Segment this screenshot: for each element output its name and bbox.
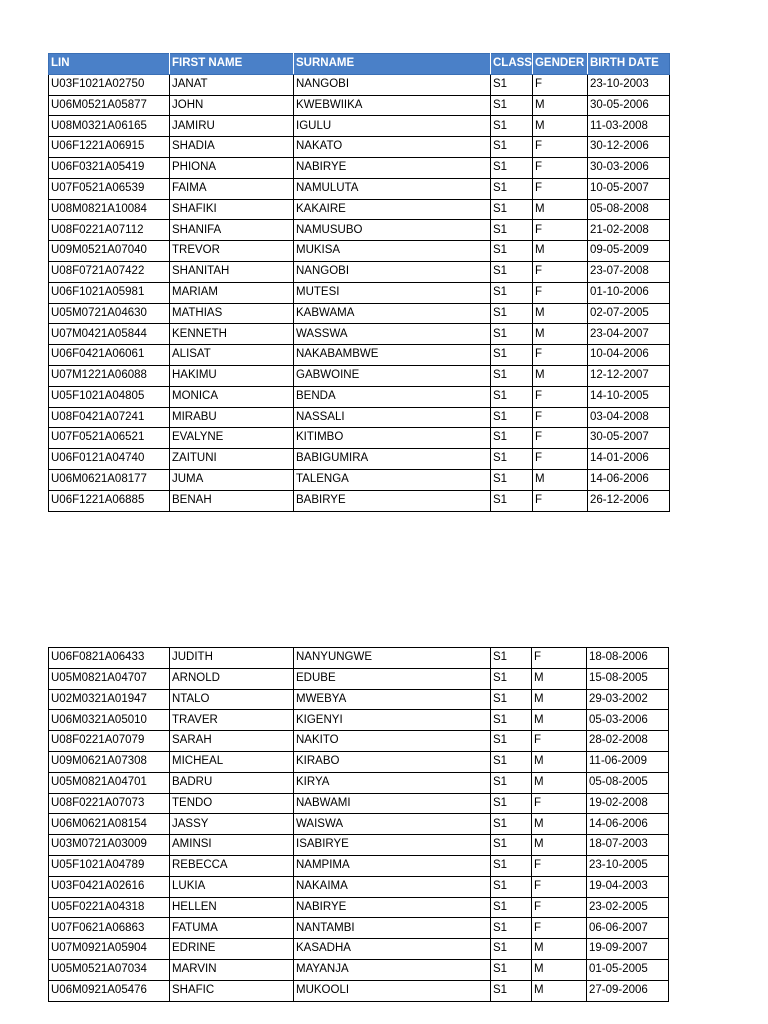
table-row xyxy=(49,345,670,366)
cell-gender: M xyxy=(532,241,587,262)
cell-gender: M xyxy=(532,751,587,772)
cell-gender: F xyxy=(532,178,587,199)
cell-gender: F xyxy=(532,386,587,407)
cell-surname: IGULU xyxy=(294,116,491,137)
table-row xyxy=(49,689,669,710)
cell-class: S1 xyxy=(491,95,533,116)
cell-surname: NAMULUTA xyxy=(294,178,491,199)
cell-class: S1 xyxy=(491,282,533,303)
cell-surname: NABIRYE xyxy=(294,157,491,178)
table-row xyxy=(49,74,670,95)
cell-surname: KABWAMA xyxy=(294,303,491,324)
table-row xyxy=(49,365,670,386)
table-row xyxy=(49,199,670,220)
cell-birth-date: 27-09-2006 xyxy=(587,980,669,1001)
cell-surname: WASSWA xyxy=(294,324,491,345)
header-gender: GENDER xyxy=(532,54,587,75)
cell-birth-date: 23-10-2005 xyxy=(587,855,669,876)
cell-gender: F xyxy=(532,793,587,814)
cell-class: S1 xyxy=(491,490,533,511)
student-table-1 xyxy=(48,53,670,512)
cell-first-name: SHAFIKI xyxy=(170,199,294,220)
cell-class: S1 xyxy=(491,772,532,793)
cell-lin: U08F0221A07079 xyxy=(49,731,170,752)
cell-lin: U03F1021A02750 xyxy=(49,74,170,95)
cell-lin: U06F1221A06915 xyxy=(49,137,170,158)
table-row xyxy=(49,469,670,490)
table-row xyxy=(49,959,669,980)
cell-class: S1 xyxy=(491,959,532,980)
cell-gender: M xyxy=(532,303,587,324)
cell-lin: U07M0921A05904 xyxy=(49,939,170,960)
cell-lin: U09M0521A07040 xyxy=(49,241,170,262)
cell-gender: M xyxy=(532,199,587,220)
cell-gender: M xyxy=(532,980,587,1001)
cell-lin: U08F0721A07422 xyxy=(49,261,170,282)
cell-first-name: TREVOR xyxy=(170,241,294,262)
cell-lin: U06M0321A05010 xyxy=(49,710,170,731)
cell-lin: U05F0221A04318 xyxy=(49,897,170,918)
cell-lin: U06F1021A05981 xyxy=(49,282,170,303)
cell-gender: F xyxy=(532,407,587,428)
table-row xyxy=(49,918,669,939)
cell-first-name: SHAFIC xyxy=(170,980,294,1001)
cell-class: S1 xyxy=(491,137,533,158)
table-row xyxy=(49,772,669,793)
cell-gender: F xyxy=(532,731,587,752)
header-lin: LIN xyxy=(49,54,170,75)
cell-birth-date: 14-10-2005 xyxy=(587,386,669,407)
cell-class: S1 xyxy=(491,710,532,731)
cell-class: S1 xyxy=(491,469,533,490)
cell-class: S1 xyxy=(491,855,532,876)
cell-lin: U05F1021A04805 xyxy=(49,386,170,407)
cell-surname: MWEBYA xyxy=(294,689,491,710)
cell-first-name: SHANIFA xyxy=(170,220,294,241)
table-row xyxy=(49,668,669,689)
table-row xyxy=(49,449,670,470)
cell-class: S1 xyxy=(491,939,532,960)
cell-lin: U06F0321A05419 xyxy=(49,157,170,178)
table-row xyxy=(49,157,670,178)
cell-first-name: MARIAM xyxy=(170,282,294,303)
cell-birth-date: 09-05-2009 xyxy=(587,241,669,262)
cell-birth-date: 06-06-2007 xyxy=(587,918,669,939)
student-table-2 xyxy=(48,647,669,1002)
cell-first-name: JAMIRU xyxy=(170,116,294,137)
cell-birth-date: 10-04-2006 xyxy=(587,345,669,366)
cell-lin: U05M0821A04707 xyxy=(49,668,170,689)
table-row xyxy=(49,897,669,918)
cell-first-name: MATHIAS xyxy=(170,303,294,324)
cell-class: S1 xyxy=(491,835,532,856)
cell-lin: U08F0221A07112 xyxy=(49,220,170,241)
cell-gender: M xyxy=(532,772,587,793)
cell-class: S1 xyxy=(491,897,532,918)
table-row xyxy=(49,980,669,1001)
table-row xyxy=(49,137,670,158)
cell-lin: U08M0321A06165 xyxy=(49,116,170,137)
cell-birth-date: 19-04-2003 xyxy=(587,876,669,897)
cell-gender: F xyxy=(532,157,587,178)
cell-first-name: MARVIN xyxy=(170,959,294,980)
cell-lin: U06M0521A05877 xyxy=(49,95,170,116)
cell-birth-date: 15-08-2005 xyxy=(587,668,669,689)
cell-birth-date: 03-04-2008 xyxy=(587,407,669,428)
cell-first-name: KENNETH xyxy=(170,324,294,345)
cell-class: S1 xyxy=(491,157,533,178)
cell-gender: F xyxy=(532,918,587,939)
cell-class: S1 xyxy=(491,428,533,449)
cell-surname: NANGOBI xyxy=(294,74,491,95)
cell-lin: U03F0421A02616 xyxy=(49,876,170,897)
cell-surname: KAKAIRE xyxy=(294,199,491,220)
cell-surname: NANTAMBI xyxy=(294,918,491,939)
table-row xyxy=(49,241,670,262)
cell-birth-date: 02-07-2005 xyxy=(587,303,669,324)
cell-birth-date: 14-01-2006 xyxy=(587,449,669,470)
cell-class: S1 xyxy=(491,876,532,897)
cell-first-name: BADRU xyxy=(170,772,294,793)
cell-class: S1 xyxy=(491,199,533,220)
cell-birth-date: 29-03-2002 xyxy=(587,689,669,710)
cell-gender: M xyxy=(532,469,587,490)
cell-birth-date: 23-02-2005 xyxy=(587,897,669,918)
table-row xyxy=(49,835,669,856)
cell-lin: U05M0821A04701 xyxy=(49,772,170,793)
cell-class: S1 xyxy=(491,980,532,1001)
cell-surname: NAKABAMBWE xyxy=(294,345,491,366)
cell-surname: NANGOBI xyxy=(294,261,491,282)
cell-class: S1 xyxy=(491,365,533,386)
cell-surname: NAKAIMA xyxy=(294,876,491,897)
cell-birth-date: 23-10-2003 xyxy=(587,74,669,95)
cell-lin: U09M0621A07308 xyxy=(49,751,170,772)
table-row xyxy=(49,793,669,814)
cell-gender: M xyxy=(532,95,587,116)
cell-gender: F xyxy=(532,876,587,897)
cell-lin: U02M0321A01947 xyxy=(49,689,170,710)
cell-lin: U07F0521A06521 xyxy=(49,428,170,449)
cell-birth-date: 05-08-2008 xyxy=(587,199,669,220)
cell-lin: U06F1221A06885 xyxy=(49,490,170,511)
cell-first-name: TENDO xyxy=(170,793,294,814)
cell-birth-date: 28-02-2008 xyxy=(587,731,669,752)
cell-first-name: EVALYNE xyxy=(170,428,294,449)
cell-surname: NAMUSUBO xyxy=(294,220,491,241)
cell-surname: NABWAMI xyxy=(294,793,491,814)
cell-gender: M xyxy=(532,959,587,980)
cell-gender: F xyxy=(532,490,587,511)
cell-first-name: FAIMA xyxy=(170,178,294,199)
cell-surname: KITIMBO xyxy=(294,428,491,449)
table-row xyxy=(49,407,670,428)
cell-gender: F xyxy=(532,261,587,282)
cell-class: S1 xyxy=(491,241,533,262)
cell-birth-date: 12-12-2007 xyxy=(587,365,669,386)
cell-birth-date: 30-05-2006 xyxy=(587,95,669,116)
cell-class: S1 xyxy=(491,668,532,689)
cell-first-name: JOHN xyxy=(170,95,294,116)
cell-birth-date: 23-07-2008 xyxy=(587,261,669,282)
cell-class: S1 xyxy=(491,731,532,752)
cell-birth-date: 01-10-2006 xyxy=(587,282,669,303)
cell-first-name: REBECCA xyxy=(170,855,294,876)
cell-class: S1 xyxy=(491,261,533,282)
header-row xyxy=(49,54,670,75)
cell-lin: U07M1221A06088 xyxy=(49,365,170,386)
cell-surname: KIGENYI xyxy=(294,710,491,731)
cell-surname: KIRYA xyxy=(294,772,491,793)
cell-surname: NAKITO xyxy=(294,731,491,752)
cell-birth-date: 30-05-2007 xyxy=(587,428,669,449)
cell-class: S1 xyxy=(491,751,532,772)
cell-lin: U08F0221A07073 xyxy=(49,793,170,814)
cell-first-name: SHADIA xyxy=(170,137,294,158)
header-first-name: FIRST NAME xyxy=(170,54,294,75)
cell-surname: NANYUNGWE xyxy=(294,648,491,669)
cell-class: S1 xyxy=(491,324,533,345)
table-row xyxy=(49,751,669,772)
cell-surname: WAISWA xyxy=(294,814,491,835)
cell-gender: M xyxy=(532,116,587,137)
table-row xyxy=(49,710,669,731)
cell-first-name: SHANITAH xyxy=(170,261,294,282)
table-row xyxy=(49,490,670,511)
cell-gender: F xyxy=(532,648,587,669)
cell-surname: TALENGA xyxy=(294,469,491,490)
cell-surname: MUKISA xyxy=(294,241,491,262)
cell-surname: NASSALI xyxy=(294,407,491,428)
cell-birth-date: 18-07-2003 xyxy=(587,835,669,856)
cell-surname: MUKOOLI xyxy=(294,980,491,1001)
cell-gender: M xyxy=(532,939,587,960)
cell-gender: M xyxy=(532,668,587,689)
cell-class: S1 xyxy=(491,74,533,95)
cell-first-name: JUMA xyxy=(170,469,294,490)
cell-first-name: HELLEN xyxy=(170,897,294,918)
table-row xyxy=(49,303,670,324)
cell-surname: NAMPIMA xyxy=(294,855,491,876)
cell-birth-date: 30-03-2006 xyxy=(587,157,669,178)
table-row xyxy=(49,386,670,407)
cell-first-name: MIRABU xyxy=(170,407,294,428)
cell-lin: U07F0621A06863 xyxy=(49,918,170,939)
cell-class: S1 xyxy=(491,178,533,199)
cell-lin: U05M0521A07034 xyxy=(49,959,170,980)
cell-birth-date: 14-06-2006 xyxy=(587,469,669,490)
cell-lin: U07F0521A06539 xyxy=(49,178,170,199)
cell-surname: KASADHA xyxy=(294,939,491,960)
cell-lin: U06F0121A04740 xyxy=(49,449,170,470)
cell-first-name: FATUMA xyxy=(170,918,294,939)
cell-birth-date: 10-05-2007 xyxy=(587,178,669,199)
cell-gender: F xyxy=(532,282,587,303)
header-class: CLASS xyxy=(491,54,533,75)
cell-gender: F xyxy=(532,137,587,158)
cell-lin: U08F0421A07241 xyxy=(49,407,170,428)
cell-lin: U08M0821A10084 xyxy=(49,199,170,220)
table-row xyxy=(49,939,669,960)
cell-surname: NABIRYE xyxy=(294,897,491,918)
table-row xyxy=(49,648,669,669)
cell-first-name: EDRINE xyxy=(170,939,294,960)
cell-first-name: PHIONA xyxy=(170,157,294,178)
cell-lin: U06F0421A06061 xyxy=(49,345,170,366)
table-row xyxy=(49,731,669,752)
cell-lin: U03M0721A03009 xyxy=(49,835,170,856)
table-row xyxy=(49,282,670,303)
cell-class: S1 xyxy=(491,345,533,366)
table-row xyxy=(49,814,669,835)
cell-gender: M xyxy=(532,835,587,856)
header-surname: SURNAME xyxy=(294,54,491,75)
cell-lin: U06M0921A05476 xyxy=(49,980,170,1001)
cell-birth-date: 19-09-2007 xyxy=(587,939,669,960)
cell-class: S1 xyxy=(491,116,533,137)
cell-first-name: TRAVER xyxy=(170,710,294,731)
cell-birth-date: 01-05-2005 xyxy=(587,959,669,980)
table-row xyxy=(49,428,670,449)
cell-first-name: SARAH xyxy=(170,731,294,752)
table-row xyxy=(49,876,669,897)
cell-lin: U06M0621A08177 xyxy=(49,469,170,490)
cell-first-name: ARNOLD xyxy=(170,668,294,689)
cell-birth-date: 11-06-2009 xyxy=(587,751,669,772)
cell-first-name: JUDITH xyxy=(170,648,294,669)
cell-surname: BENDA xyxy=(294,386,491,407)
cell-birth-date: 19-02-2008 xyxy=(587,793,669,814)
cell-class: S1 xyxy=(491,918,532,939)
cell-gender: M xyxy=(532,814,587,835)
cell-first-name: NTALO xyxy=(170,689,294,710)
cell-lin: U06M0621A08154 xyxy=(49,814,170,835)
cell-lin: U05M0721A04630 xyxy=(49,303,170,324)
cell-surname: ISABIRYE xyxy=(294,835,491,856)
cell-lin: U06F0821A06433 xyxy=(49,648,170,669)
cell-first-name: ZAITUNI xyxy=(170,449,294,470)
cell-class: S1 xyxy=(491,648,532,669)
cell-gender: F xyxy=(532,345,587,366)
cell-gender: F xyxy=(532,220,587,241)
table-row xyxy=(49,855,669,876)
table-row xyxy=(49,220,670,241)
cell-surname: KIRABO xyxy=(294,751,491,772)
cell-first-name: MICHEAL xyxy=(170,751,294,772)
cell-surname: BABIGUMIRA xyxy=(294,449,491,470)
header-birth-date: BIRTH DATE xyxy=(587,54,669,75)
cell-birth-date: 26-12-2006 xyxy=(587,490,669,511)
cell-gender: M xyxy=(532,324,587,345)
cell-first-name: AMINSI xyxy=(170,835,294,856)
cell-first-name: LUKIA xyxy=(170,876,294,897)
cell-birth-date: 30-12-2006 xyxy=(587,137,669,158)
cell-class: S1 xyxy=(491,407,533,428)
cell-class: S1 xyxy=(491,793,532,814)
cell-surname: EDUBE xyxy=(294,668,491,689)
cell-class: S1 xyxy=(491,303,533,324)
cell-gender: F xyxy=(532,74,587,95)
cell-gender: M xyxy=(532,365,587,386)
table-row xyxy=(49,324,670,345)
cell-surname: MUTESI xyxy=(294,282,491,303)
cell-gender: M xyxy=(532,710,587,731)
cell-gender: F xyxy=(532,855,587,876)
cell-birth-date: 21-02-2008 xyxy=(587,220,669,241)
table-row xyxy=(49,116,670,137)
cell-first-name: ALISAT xyxy=(170,345,294,366)
cell-first-name: MONICA xyxy=(170,386,294,407)
cell-lin: U05F1021A04789 xyxy=(49,855,170,876)
cell-gender: F xyxy=(532,449,587,470)
cell-gender: M xyxy=(532,689,587,710)
cell-birth-date: 05-03-2006 xyxy=(587,710,669,731)
cell-first-name: HAKIMU xyxy=(170,365,294,386)
cell-first-name: JANAT xyxy=(170,74,294,95)
cell-class: S1 xyxy=(491,814,532,835)
cell-first-name: JASSY xyxy=(170,814,294,835)
cell-lin: U07M0421A05844 xyxy=(49,324,170,345)
table-row xyxy=(49,178,670,199)
cell-surname: MAYANJA xyxy=(294,959,491,980)
cell-first-name: BENAH xyxy=(170,490,294,511)
table-row xyxy=(49,95,670,116)
table-row xyxy=(49,261,670,282)
cell-class: S1 xyxy=(491,689,532,710)
cell-surname: GABWOINE xyxy=(294,365,491,386)
cell-class: S1 xyxy=(491,386,533,407)
cell-surname: BABIRYE xyxy=(294,490,491,511)
cell-birth-date: 14-06-2006 xyxy=(587,814,669,835)
cell-birth-date: 18-08-2006 xyxy=(587,648,669,669)
cell-birth-date: 05-08-2005 xyxy=(587,772,669,793)
cell-class: S1 xyxy=(491,220,533,241)
cell-surname: NAKATO xyxy=(294,137,491,158)
cell-gender: F xyxy=(532,428,587,449)
cell-birth-date: 23-04-2007 xyxy=(587,324,669,345)
cell-class: S1 xyxy=(491,449,533,470)
cell-surname: KWEBWIIKA xyxy=(294,95,491,116)
cell-birth-date: 11-03-2008 xyxy=(587,116,669,137)
cell-gender: F xyxy=(532,897,587,918)
